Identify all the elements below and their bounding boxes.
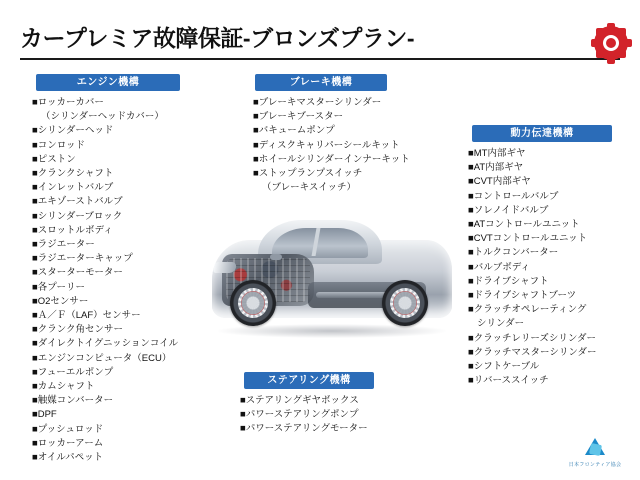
list-item: ■ストップランプスイッチ xyxy=(253,168,363,180)
list-item: ■O2センサー xyxy=(32,295,89,307)
section-heading-brake: ブレーキ機構 xyxy=(255,74,387,91)
list-item: ■クランク角センサー xyxy=(32,324,124,336)
list-item: ■クラッチマスターシリンダー xyxy=(468,346,597,358)
list-item: ■ブレーキブースター xyxy=(253,111,344,123)
list-item: ■クランクシャフト xyxy=(32,168,114,180)
section-list-brake xyxy=(253,96,423,195)
page-title: カープレミア故障保証-ブロンズプラン- xyxy=(20,25,415,51)
list-item: ■ステアリングギヤボックス xyxy=(240,395,359,406)
list-item: ■各プーリー xyxy=(32,281,85,293)
list-item: ■オイルパペット xyxy=(32,452,104,464)
section-heading-drivetrain: 動力伝達機構 xyxy=(472,125,612,142)
list-item: ■リバーススイッチ xyxy=(468,375,549,387)
gear-circle-logo-icon xyxy=(594,26,628,60)
list-item: ■AT内部ギヤ xyxy=(468,162,524,174)
section-heading-steering: ステアリング機構 xyxy=(244,372,374,389)
list-item: ■ホイールシリンダーインナーキット xyxy=(253,153,410,165)
section-list-drivetrain xyxy=(468,147,636,388)
list-item: ■バキュームポンプ xyxy=(253,125,335,137)
list-item: ■クラッチレリーズシリンダー xyxy=(468,332,597,344)
section-list-steering xyxy=(240,394,420,437)
list-item: ■ソレノイドバルブ xyxy=(468,204,549,216)
headlight xyxy=(213,262,237,273)
list-item: ■触媒コンバーター xyxy=(32,395,114,407)
list-item: ■エキゾーストバルブ xyxy=(32,196,123,208)
list-item: ■スロットルボディ xyxy=(32,224,113,236)
list-item: ■ブレーキマスターシリンダー xyxy=(253,97,382,108)
list-item: ■ドライブシャフト xyxy=(468,275,549,287)
cutaway-car-illustration xyxy=(196,196,466,376)
list-item: （シリンダーヘッドカバー） xyxy=(41,111,164,123)
list-item: ■コンロッド xyxy=(32,139,86,151)
list-item: （ブレーキスイッチ） xyxy=(262,182,357,194)
list-item: ■ラジエーターキャップ xyxy=(32,253,133,265)
list-item: ■シリンダーヘッド xyxy=(32,125,114,137)
front-brake-disc xyxy=(241,291,265,315)
list-item: ■クラッチオペレーティング xyxy=(468,304,587,316)
list-item: ■コントロールバルブ xyxy=(468,190,559,202)
list-item: ■スターターモーター xyxy=(32,267,123,279)
logo-mark xyxy=(583,438,607,460)
list-item: ■Ａ／Ｆ（LAF）センサー xyxy=(32,310,141,322)
document-header xyxy=(20,22,620,62)
side-mirror xyxy=(270,254,282,260)
list-item: ■CVTコントロールユニット xyxy=(468,233,588,245)
list-item: ■パワーステアリングモーター xyxy=(240,423,368,435)
rear-brake-disc xyxy=(393,291,417,315)
list-item: ■CVT内部ギヤ xyxy=(468,176,531,188)
list-item: ■DPF xyxy=(32,409,57,421)
list-item: ■シフトケーブル xyxy=(468,361,540,373)
list-item: ■トルクコンバーター xyxy=(468,247,559,259)
list-item: ■フューエルポンプ xyxy=(32,366,114,378)
list-item: ■インレットバルブ xyxy=(32,182,114,194)
list-item: ■カムシャフト xyxy=(32,381,95,393)
list-item: ■パワーステアリングポンプ xyxy=(240,409,359,421)
list-item: シリンダー xyxy=(477,318,525,330)
list-item: ■ディスクキャリパーシールキット xyxy=(253,139,400,151)
list-item: ■ラジエーター xyxy=(32,239,95,251)
list-item: ■ダイレクトイグニッションコイル xyxy=(32,338,179,350)
logo-caption: 日本フロンティア協会 xyxy=(568,462,622,468)
list-item: ■シリンダーブロック xyxy=(32,210,123,222)
section-list-engine xyxy=(32,96,192,465)
list-item: ■MT内部ギヤ xyxy=(468,148,526,159)
list-item: ■エンジンコンピュータ（ECU） xyxy=(32,352,172,364)
list-item: ■プッシュロッド xyxy=(32,423,104,435)
list-item: ■ドライブシャフトブーツ xyxy=(468,290,577,302)
section-heading-engine: エンジン機構 xyxy=(36,74,180,91)
list-item: ■ピストン xyxy=(32,153,76,165)
car-shadow xyxy=(218,324,446,338)
list-item: ■ロッカーカバー xyxy=(32,97,104,108)
list-item: ■バルブボディ xyxy=(468,261,530,273)
list-item: ■ロッカーアーム xyxy=(32,437,104,449)
list-item: ■ATコントロールユニット xyxy=(468,219,580,231)
title-divider xyxy=(20,58,620,60)
frontier-triangle-logo-icon xyxy=(564,438,626,470)
